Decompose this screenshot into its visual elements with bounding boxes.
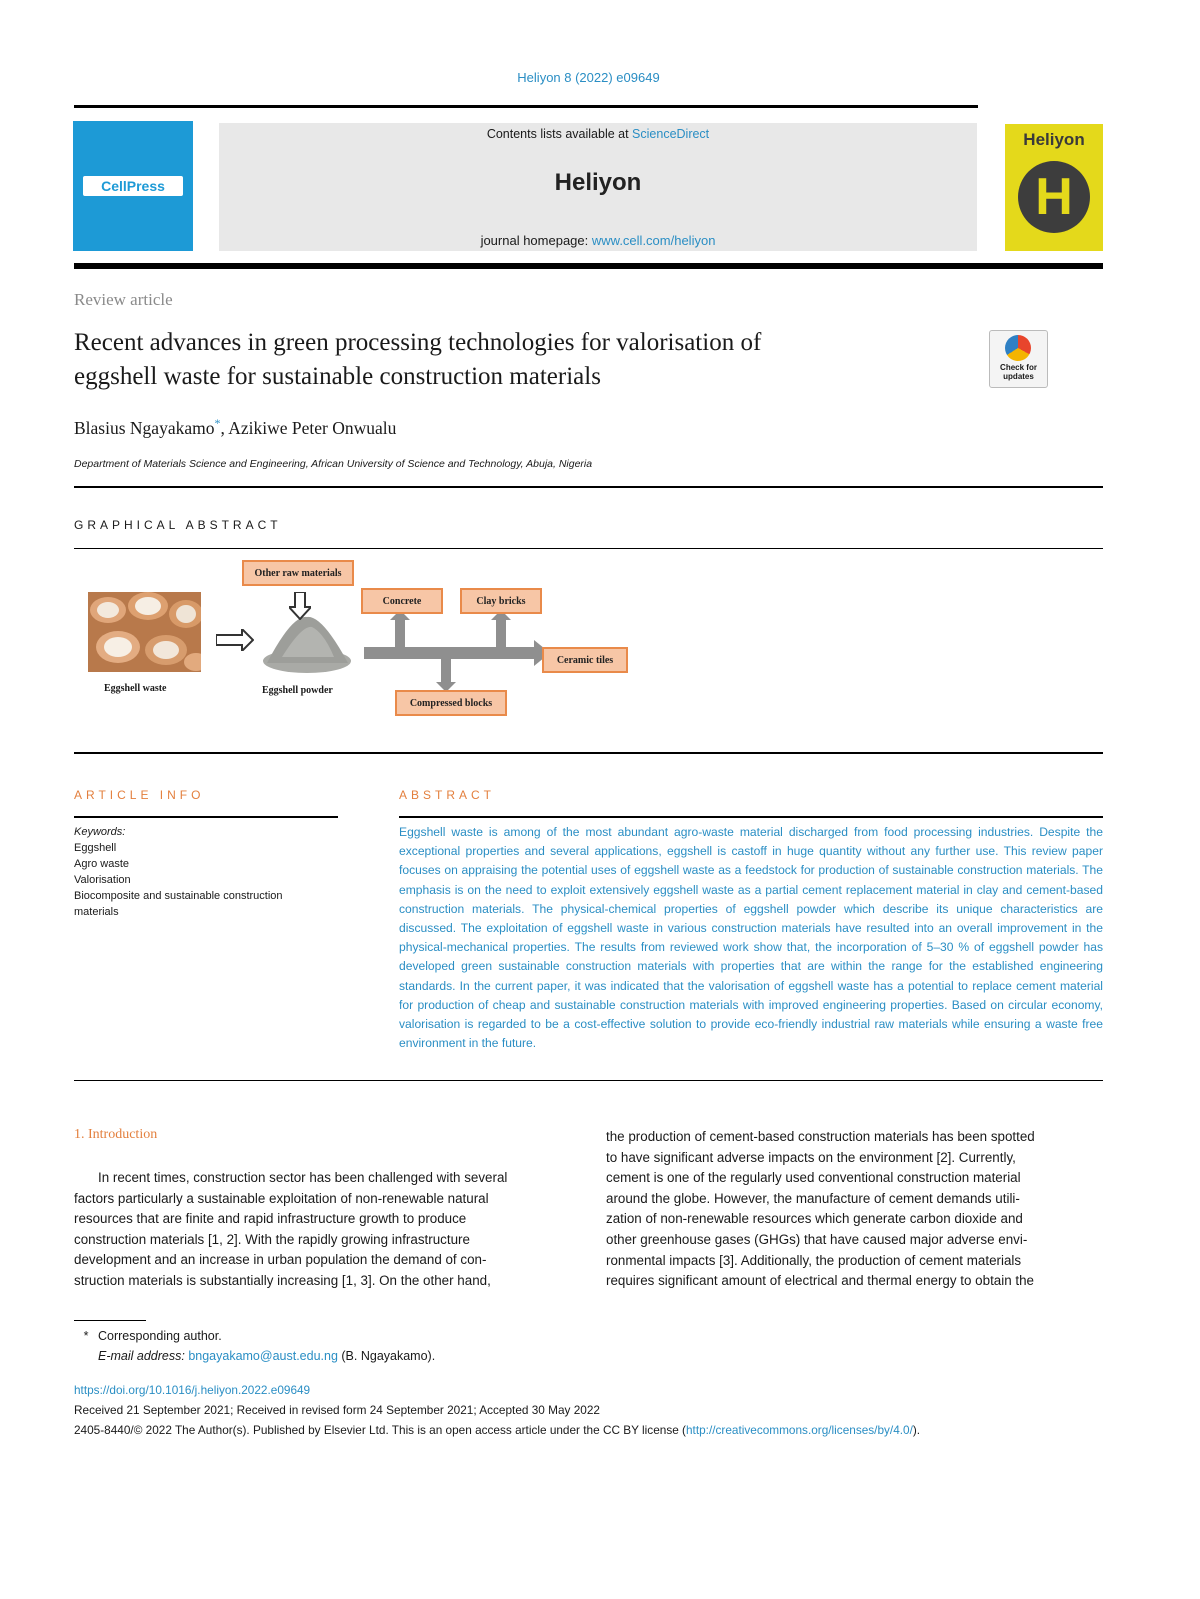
text-line: In recent times, construction sector has been challenged with several (98, 1170, 508, 1185)
text-line: requires significant amount of electrical and thermal energy to obtain the (606, 1273, 1034, 1289)
intro-heading: 1. Introduction (74, 1127, 158, 1142)
text-line: other greenhouse gases (GHGs) that have caused major adverse envi- (606, 1231, 1028, 1247)
article-type: Review article (74, 290, 173, 309)
corresponding-mark[interactable]: * (214, 416, 221, 430)
text-line: resources that are finite and rapid infrastructure growth to produce (74, 1211, 467, 1227)
intro-right-column (606, 1127, 1103, 1292)
intro-left-column (74, 1168, 571, 1292)
keywords-label: Keywords: (74, 826, 126, 838)
text-line: factors particularly a sustainable exploitation of non-renewable natural (74, 1190, 489, 1206)
abstract-heading: ABSTRACT (399, 788, 496, 802)
rule-graphical (74, 548, 1103, 549)
text-line: ronmental impacts [3]. Additionally, the production of cement materials (606, 1252, 1022, 1268)
graphical-abstract-figure (74, 555, 1103, 750)
keyword: materials (74, 906, 119, 918)
contents-line: Contents lists available at ScienceDirect (486, 127, 710, 141)
authors: Blasius Ngayakamo*, Azikiwe Peter Onwualu (74, 416, 397, 438)
eggshell-image (88, 592, 201, 672)
doi-link[interactable]: https://doi.org/10.1016/j.heliyon.2022.e09649 (74, 1383, 311, 1397)
graphical-abstract-heading: GRAPHICAL ABSTRACT (74, 518, 282, 532)
rule-abstract-bottom (74, 1080, 1103, 1081)
received-dates: Received 21 September 2021; Received in revised form 24 September 2021; Accepted 30 May 2022 (74, 1403, 600, 1417)
journal-cover[interactable] (1005, 124, 1103, 251)
keyword: Agro waste (74, 858, 130, 870)
update-label: Check for updates (1000, 363, 1037, 381)
rule-article-info (74, 816, 338, 818)
article-info-heading: ARTICLE INFO (74, 788, 205, 802)
concrete-box: Concrete (361, 588, 443, 614)
keyword: Eggshell (74, 842, 117, 854)
footnote: * Corresponding author. E-mail address: bngayakamo@aust.edu.ng (B. Ngayakamo). (74, 1326, 435, 1366)
text-line: development and an increase in urban population the demand of con- (74, 1252, 487, 1268)
check-updates-badge[interactable] (989, 330, 1048, 388)
header-rule (74, 105, 978, 108)
footer (74, 1380, 1114, 1440)
text-line: the production of cement-based construction materials has been spotted (606, 1129, 1035, 1144)
keywords (74, 824, 338, 920)
sciencedirect-link[interactable]: ScienceDirect (632, 127, 710, 141)
cover-h-circle: H (1018, 161, 1090, 233)
masthead-rule (74, 263, 1103, 269)
ceramic-tiles-box: Ceramic tiles (542, 647, 628, 673)
license-link[interactable]: http://creativecommons.org/licenses/by/4.0/ (686, 1423, 913, 1437)
author-1[interactable]: Blasius Ngayakamo (74, 417, 215, 438)
footnote-rule (74, 1320, 146, 1321)
article-title: Recent advances in green processing technologies for valorisation of eggshell waste for sustainable construction materials (74, 329, 762, 390)
eggshell-label: Eggshell waste (104, 683, 167, 694)
homepage-link[interactable]: www.cell.com/heliyon (591, 233, 716, 248)
cellpress-logo-text: CellPress (83, 176, 183, 196)
author-2[interactable]: Azikiwe Peter Onwualu (228, 417, 397, 438)
other-raw-materials-box: Other raw materials (242, 560, 354, 586)
clay-bricks-box: Clay bricks (460, 588, 542, 614)
keyword: Valorisation (74, 874, 131, 886)
text-line: to have significant adverse impacts on the environment [2]. Currently, (606, 1149, 1016, 1165)
rule-abstract (399, 816, 1103, 818)
footnote-mark: * (83, 1329, 89, 1343)
abstract-text: Eggshell waste is among of the most abundant agro-waste material discharged from food processing industries. Despite the exceptional properties and several applications, eggshell is castoff in huge quantity without any further use. This review paper focuses on appraising the potential uses of eggshell waste as a feedstock for production of sustainable construction materials. The emphasis is on the need to exploit extensively eggshell waste as a partial cement replacement material in clay and cement-based construction materials. The physical-chemical properties of eggshell powder which describe its unique characteristics are discussed. The exploitation of eggshell waste in various construction materials have resulted into an overall improvement in the physical-mechanical properties. The results from reviewed work show that, the incorporation of 5–30 % of eggshell powder has developed green sustainable construction materials with properties that are within the range for the established engineering standards. In the current paper, it was indicated that the valorisation of eggshell waste has a potential to replace cement material for production of cheap and sustainable construction materials with improved engineering properties. Based on circular economy, valorisation is regarded to be a cost-effective solution to provide eco-friendly industrial raw materials while ensuring a waste free environment in the future. (399, 825, 1103, 1051)
rule-graphical-bottom (74, 752, 1103, 754)
text-line: zation of non-renewable resources which generate carbon dioxide and (606, 1211, 1023, 1227)
arrow-down-icon (289, 592, 311, 620)
affiliation: Department of Materials Science and Engineering, African University of Science and Technology, Abuja, Nigeria (74, 458, 593, 470)
text-line: construction materials [1, 2]. With the rapidly growing infrastructure (74, 1231, 470, 1247)
cellpress-logo[interactable] (73, 121, 193, 251)
email-link[interactable]: bngayakamo@aust.edu.ng (188, 1349, 338, 1363)
powder-image (262, 613, 352, 673)
journal-name: Heliyon (554, 169, 642, 196)
eggshell-drawing (88, 592, 201, 672)
running-head: Heliyon 8 (2022) e09649 (517, 70, 660, 85)
text-line: around the globe. However, the manufacture of cement demands utili- (606, 1190, 1020, 1206)
rule-affiliation (74, 486, 1103, 488)
text-line: cement is one of the regularly used conventional construction material (606, 1170, 1021, 1186)
powder-label: Eggshell powder (262, 685, 333, 696)
compressed-blocks-box: Compressed blocks (395, 690, 507, 716)
cover-title: Heliyon (1023, 130, 1085, 149)
homepage-line: journal homepage: www.cell.com/heliyon (480, 233, 716, 248)
keyword: Biocomposite and sustainable construction (74, 890, 283, 902)
license-line: 2405-8440/© 2022 The Author(s). Published by Elsevier Ltd. This is an open access article under the CC BY license (http://creativecommons.org/licenses/by/4.0/). (74, 1423, 921, 1437)
flow-arrows (364, 610, 554, 695)
update-icon (1005, 335, 1031, 361)
text-line: struction materials is substantially increasing [1, 3]. On the other hand, (74, 1272, 491, 1288)
journal-banner (219, 123, 977, 251)
arrow-right-icon (216, 629, 254, 651)
